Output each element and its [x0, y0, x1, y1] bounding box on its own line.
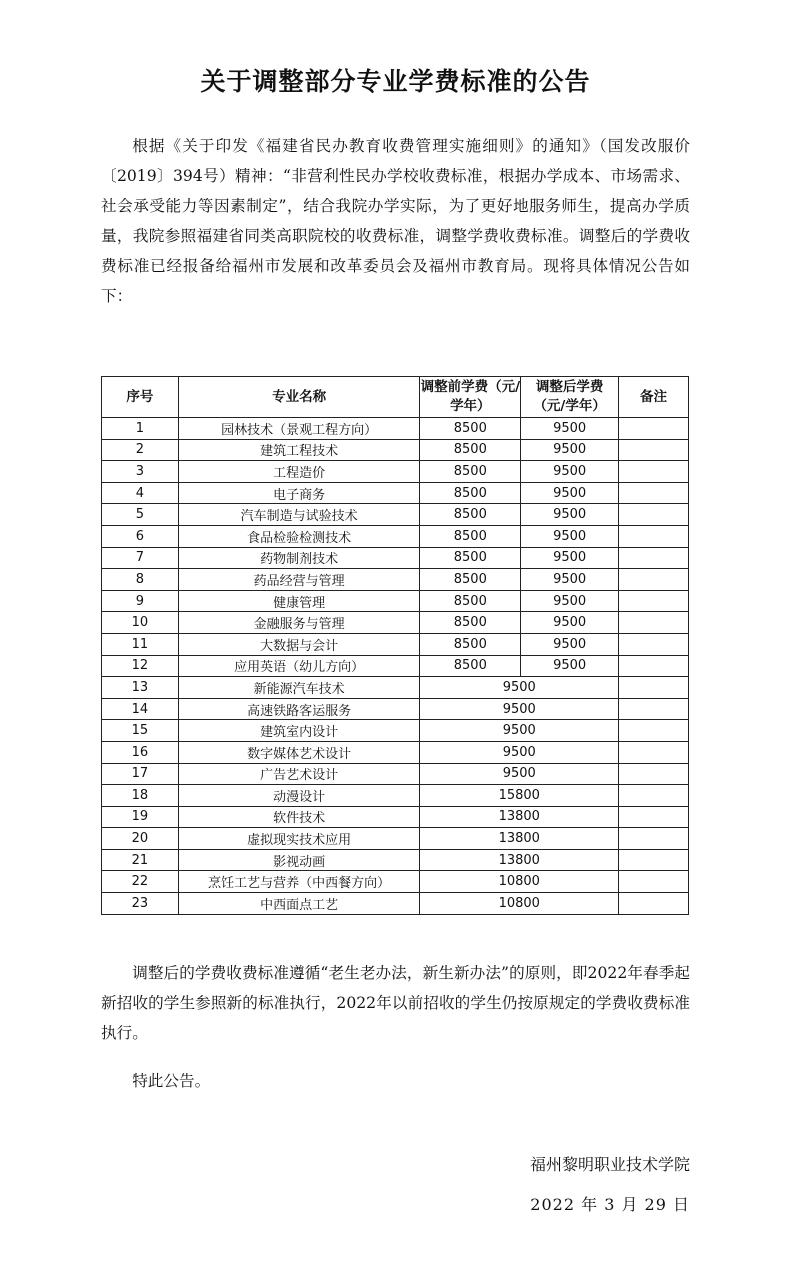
row-major: 新能源汽车技术	[178, 677, 420, 699]
row-fee-after: 9500	[521, 633, 619, 655]
row-no: 21	[102, 849, 179, 871]
row-note	[619, 590, 689, 612]
intro-paragraph: 根据《关于印发《福建省民办教育收费管理实施细则》的通知》（国发改服价〔2019〕394号）精神：“非营利性民办学校收费标准，根据办学成本、市场需求、社会承受能力等因素制定”，结合我院办学实际，为了更好地服务师生，提高办学质量，我院参照福建省同类高职院校的收费标准，调整学费收费标准。调整后的学费收费标准已经报备给福州市发展和改革委员会及福州市教育局。现将具体情况公告如下：	[101, 137, 690, 305]
row-fee: 15800	[420, 785, 619, 807]
row-no: 20	[102, 828, 179, 850]
header-after: 调整后学费（元/学年）	[521, 377, 619, 418]
table-row	[102, 590, 689, 612]
row-no: 11	[102, 633, 179, 655]
table-body	[102, 418, 689, 915]
table-row	[102, 893, 689, 915]
row-major: 金融服务与管理	[178, 612, 420, 634]
row-note	[619, 893, 689, 915]
row-major: 园林技术（景观工程方向）	[178, 418, 420, 440]
row-fee-after: 9500	[521, 525, 619, 547]
table-row	[102, 806, 689, 828]
row-no: 18	[102, 785, 179, 807]
row-note	[619, 698, 689, 720]
row-major: 汽车制造与试验技术	[178, 504, 420, 526]
row-fee-after: 9500	[521, 569, 619, 591]
row-no: 15	[102, 720, 179, 742]
row-note	[619, 763, 689, 785]
row-fee-before: 8500	[420, 482, 521, 504]
row-no: 14	[102, 698, 179, 720]
row-fee-after: 9500	[521, 612, 619, 634]
row-major: 应用英语（幼儿方向）	[178, 655, 420, 677]
row-fee-before: 8500	[420, 418, 521, 440]
row-fee-before: 8500	[420, 439, 521, 461]
row-fee: 9500	[420, 741, 619, 763]
row-major: 工程造价	[178, 461, 420, 483]
row-major: 动漫设计	[178, 785, 420, 807]
row-major: 广告艺术设计	[178, 763, 420, 785]
row-no: 22	[102, 871, 179, 893]
row-note	[619, 504, 689, 526]
row-fee-after: 9500	[521, 547, 619, 569]
row-major: 建筑工程技术	[178, 439, 420, 461]
page-title: 关于调整部分专业学费标准的公告	[200, 67, 591, 96]
row-note	[619, 461, 689, 483]
row-no: 5	[102, 504, 179, 526]
table-row	[102, 633, 689, 655]
row-note	[619, 482, 689, 504]
table-row	[102, 720, 689, 742]
row-major: 影视动画	[178, 849, 420, 871]
row-no: 7	[102, 547, 179, 569]
row-note	[619, 720, 689, 742]
row-no: 16	[102, 741, 179, 763]
table-row	[102, 612, 689, 634]
row-major: 建筑室内设计	[178, 720, 420, 742]
table-row	[102, 525, 689, 547]
row-note	[619, 828, 689, 850]
row-fee-before: 8500	[420, 612, 521, 634]
row-fee-before: 8500	[420, 461, 521, 483]
row-no: 9	[102, 590, 179, 612]
row-note	[619, 785, 689, 807]
row-fee-after: 9500	[521, 439, 619, 461]
table-row	[102, 741, 689, 763]
row-fee: 9500	[420, 677, 619, 699]
row-fee-after: 9500	[521, 655, 619, 677]
table-row	[102, 418, 689, 440]
header-major: 专业名称	[178, 377, 420, 418]
row-note	[619, 525, 689, 547]
row-major: 烹饪工艺与营养（中西餐方向）	[178, 871, 420, 893]
row-note	[619, 547, 689, 569]
row-note	[619, 655, 689, 677]
table-row	[102, 504, 689, 526]
row-no: 10	[102, 612, 179, 634]
row-fee-before: 8500	[420, 633, 521, 655]
table-row	[102, 763, 689, 785]
row-major: 中西面点工艺	[178, 893, 420, 915]
row-fee-before: 8500	[420, 547, 521, 569]
row-fee: 13800	[420, 806, 619, 828]
row-no: 3	[102, 461, 179, 483]
signature-date: 2022 年 3 月 29 日	[530, 1195, 690, 1214]
table-row	[102, 828, 689, 850]
table-row	[102, 482, 689, 504]
row-fee-after: 9500	[521, 482, 619, 504]
table-row	[102, 461, 689, 483]
row-no: 12	[102, 655, 179, 677]
row-major: 食品检验检测技术	[178, 525, 420, 547]
closing-text: 特此公告。	[132, 1072, 211, 1090]
row-fee-after: 9500	[521, 590, 619, 612]
row-no: 17	[102, 763, 179, 785]
table-row	[102, 677, 689, 699]
row-no: 2	[102, 439, 179, 461]
row-fee-before: 8500	[420, 655, 521, 677]
row-note	[619, 849, 689, 871]
row-no: 19	[102, 806, 179, 828]
header-before: 调整前学费（元/学年）	[420, 377, 521, 418]
header-no: 序号	[102, 377, 179, 418]
header-note: 备注	[619, 377, 689, 418]
row-fee: 9500	[420, 763, 619, 785]
rule-paragraph: 调整后的学费收费标准遵循“老生老办法，新生新办法”的原则，即2022年春季起新招收的学生参照新的标准执行，2022年以前招收的学生仍按原规定的学费收费标准执行。	[101, 964, 690, 1042]
row-no: 1	[102, 418, 179, 440]
row-note	[619, 612, 689, 634]
fee-table	[101, 376, 689, 915]
row-no: 6	[102, 525, 179, 547]
row-fee: 13800	[420, 849, 619, 871]
row-major: 软件技术	[178, 806, 420, 828]
table-row	[102, 655, 689, 677]
row-major: 健康管理	[178, 590, 420, 612]
table-header-row	[102, 377, 689, 418]
row-fee: 9500	[420, 698, 619, 720]
row-major: 药品经营与管理	[178, 569, 420, 591]
row-no: 23	[102, 893, 179, 915]
table-row	[102, 547, 689, 569]
row-fee: 10800	[420, 893, 619, 915]
row-major: 大数据与会计	[178, 633, 420, 655]
row-note	[619, 418, 689, 440]
row-no: 8	[102, 569, 179, 591]
table-row	[102, 871, 689, 893]
row-fee: 13800	[420, 828, 619, 850]
row-fee-before: 8500	[420, 590, 521, 612]
row-major: 药物制剂技术	[178, 547, 420, 569]
row-fee-before: 8500	[420, 569, 521, 591]
row-note	[619, 677, 689, 699]
row-no: 13	[102, 677, 179, 699]
row-note	[619, 806, 689, 828]
row-note	[619, 439, 689, 461]
row-major: 数字媒体艺术设计	[178, 741, 420, 763]
row-major: 高速铁路客运服务	[178, 698, 420, 720]
row-major: 虚拟现实技术应用	[178, 828, 420, 850]
row-fee-before: 8500	[420, 504, 521, 526]
row-note	[619, 741, 689, 763]
row-note	[619, 633, 689, 655]
row-fee: 9500	[420, 720, 619, 742]
row-fee-before: 8500	[420, 525, 521, 547]
table-row	[102, 569, 689, 591]
table-row	[102, 698, 689, 720]
table-row	[102, 849, 689, 871]
row-fee-after: 9500	[521, 418, 619, 440]
row-note	[619, 871, 689, 893]
signature-org: 福州黎明职业技术学院	[529, 1155, 690, 1174]
row-fee: 10800	[420, 871, 619, 893]
table-row	[102, 439, 689, 461]
row-fee-after: 9500	[521, 461, 619, 483]
row-fee-after: 9500	[521, 504, 619, 526]
row-major: 电子商务	[178, 482, 420, 504]
row-note	[619, 569, 689, 591]
row-no: 4	[102, 482, 179, 504]
table-row	[102, 785, 689, 807]
